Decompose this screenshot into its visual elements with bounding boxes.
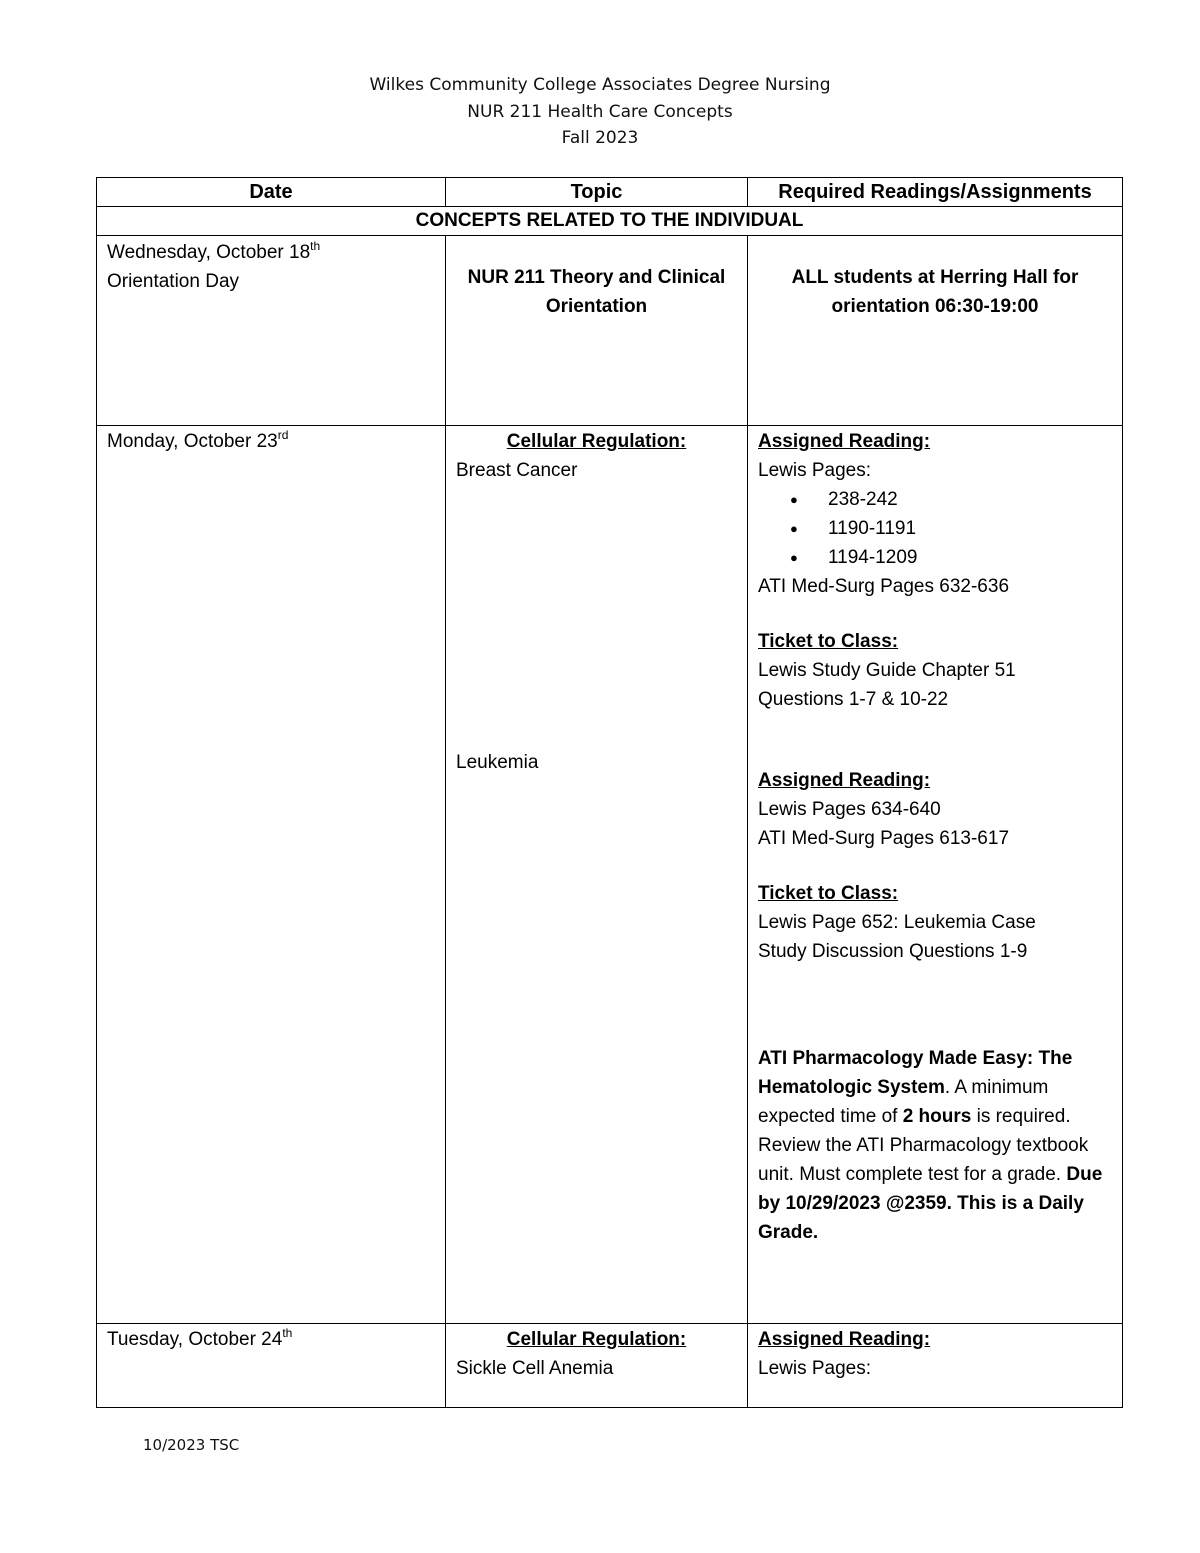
ati-pages: ATI Med-Surg Pages 613-617 [758,828,1010,849]
table-row [97,236,1123,426]
ticket-text: Lewis Study Guide Chapter 51 [758,660,1016,681]
topic-breast-cancer: Breast Cancer [456,460,578,481]
lewis-pages-label: Lewis Pages: [758,1358,872,1379]
date-suffix: th [282,1326,293,1340]
pharm-hours: 2 hours [902,1106,972,1127]
date-cell [97,426,446,1324]
pharm-text: . A minimum expected time of [758,1077,1049,1127]
assignment-cell [748,236,1123,426]
assigned-reading-label: Assigned Reading: [758,431,931,452]
lewis-pages: Lewis Pages 634-640 [758,799,941,820]
document-header [0,72,1200,152]
ticket-text: Lewis Page 652: Leukemia Case [758,912,1036,933]
date-text: Wednesday, October 18 [107,242,311,263]
assigned-reading-label: Assigned Reading: [758,1329,931,1350]
date-text: Monday, October 23 [107,431,278,452]
assignment-text: ALL students at Herring Hall for orientation 06:30-19:00 [791,267,1079,317]
pharmacology-assignment [758,1044,1112,1247]
schedule-table [96,177,1123,1408]
topic-cell [446,426,748,1324]
date-text: Tuesday, October 24 [107,1329,283,1350]
topic-text: NUR 211 Theory and Clinical Orientation [467,267,726,317]
header-term: Fall 2023 [561,128,639,148]
ticket-label: Ticket to Class: [758,883,899,904]
ticket-text: Questions 1-7 & 10-22 [758,689,949,710]
column-header-assignments: Required Readings/Assignments [748,178,1123,207]
table-row [97,1324,1123,1408]
ticket-label: Ticket to Class: [758,631,899,652]
header-course: NUR 211 Health Care Concepts [467,101,733,122]
section-row [97,207,1123,236]
list-item: ● 1194-1209 [828,543,1112,572]
table-row [97,426,1123,1324]
date-note: Orientation Day [107,271,240,292]
topic-cell [446,236,748,426]
footer-note: 10/2023 TSC [143,1436,240,1454]
topic-sickle-cell: Sickle Cell Anemia [456,1358,614,1379]
list-item: ● 1190-1191 [828,514,1112,543]
lewis-pages-list [758,485,1112,572]
date-suffix: rd [277,428,289,442]
header-college: Wilkes Community College Associates Degree Nursing [369,75,831,95]
section-title: CONCEPTS RELATED TO THE INDIVIDUAL [97,207,1123,236]
pharm-title: ATI Pharmacology Made Easy: The Hematologic System [758,1048,1073,1098]
column-header-date: Date [97,178,446,207]
ati-pages: ATI Med-Surg Pages 632-636 [758,576,1010,597]
lewis-pages-label: Lewis Pages: [758,460,872,481]
assigned-reading-label: Assigned Reading: [758,770,931,791]
assignment-cell [748,1324,1123,1408]
column-header-topic: Topic [446,178,748,207]
assignment-cell [748,426,1123,1324]
list-item: ● 238-242 [828,485,1112,514]
pharm-due: Due by 10/29/2023 @2359. This is a Daily Grade. [758,1164,1103,1243]
date-cell [97,1324,446,1408]
table-header-row [97,178,1123,207]
date-cell [97,236,446,426]
ticket-text: Study Discussion Questions 1-9 [758,941,1028,962]
topic-leukemia: Leukemia [456,752,539,773]
pharm-text: is required. Review the ATI Pharmacology textbook unit. Must complete test for a grade. [758,1106,1089,1185]
topic-heading: Cellular Regulation: [506,431,687,452]
date-suffix: th [310,239,321,253]
topic-heading: Cellular Regulation: [506,1329,687,1350]
topic-cell [446,1324,748,1408]
